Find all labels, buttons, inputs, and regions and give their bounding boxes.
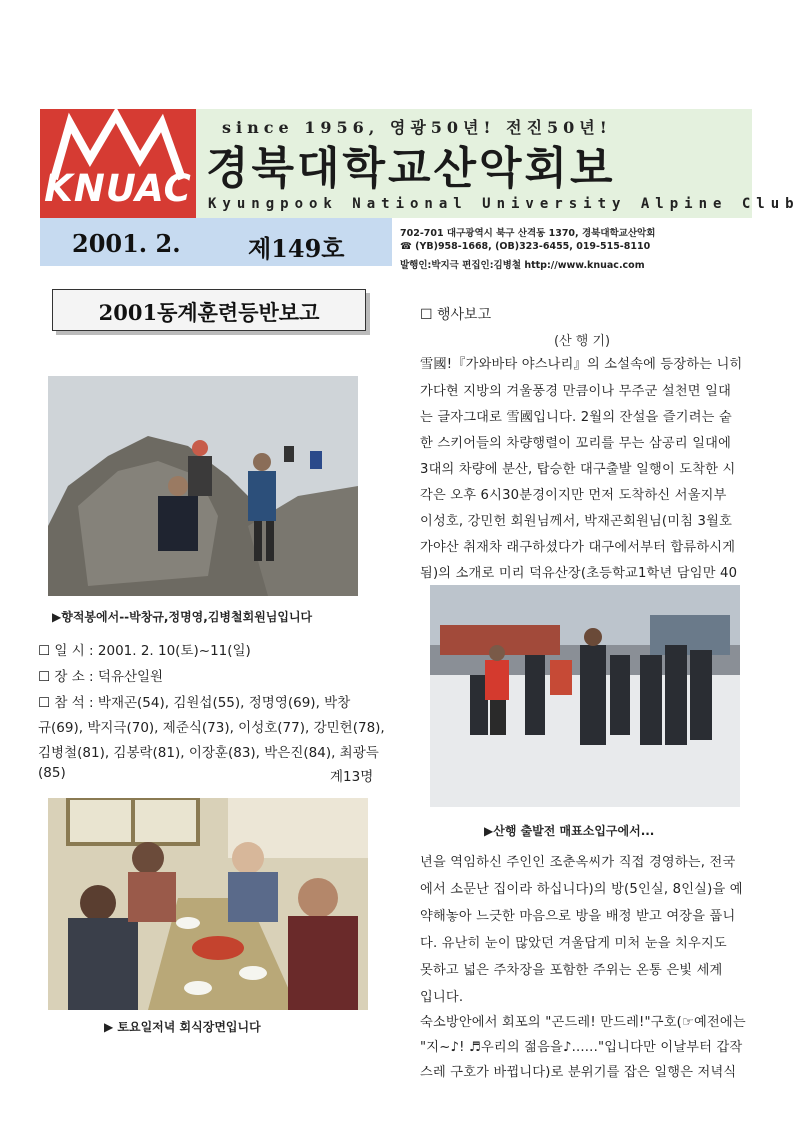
attendees-line-1: ☐ 참 석 : 박재곤(54), 김원섭(55), 정명영(69), 박창 xyxy=(38,695,351,711)
report-line: 는 글자그대로 雪國입니다. 2월의 잔설을 즐기려는 숱 xyxy=(420,410,732,425)
photo2-caption: ▶ 토요일저녁 회식장면입니다 xyxy=(104,1020,261,1034)
photo3-caption: ▶산행 출발전 매표소입구에서... xyxy=(484,824,655,838)
article-heading: 2001동계훈련등반보고 xyxy=(98,300,320,325)
publisher-line: 발행인:박지극 편집인:김병철 http://www.knuac.com xyxy=(400,260,645,271)
report-section-label: ☐ 행사보고 xyxy=(420,307,492,323)
report-line: 한 스키어들의 차량행렬이 꼬리를 무는 삼공리 일대에 xyxy=(420,436,732,451)
report-line: 다. 유난히 눈이 많았던 겨울답게 미처 눈을 치우지도 xyxy=(420,936,727,951)
event-place-line: ☐ 장 소 : 덕유산일원 xyxy=(38,669,164,685)
issue-date: 2001. 2. xyxy=(72,229,181,258)
attendees-line-4: (85) xyxy=(38,765,66,781)
report-line: 년을 역임하신 주인인 조춘옥씨가 직접 경영하는, 전국 xyxy=(420,855,736,870)
club-logo xyxy=(40,109,196,218)
summit-photo xyxy=(48,376,358,596)
club-address: 702-701 대구광역시 북구 산격동 1370, 경북대학교산악회 xyxy=(400,228,656,239)
logo-text: KNUAC xyxy=(44,167,192,210)
trailhead-photo xyxy=(430,585,740,807)
report-subhead: (산 행 기) xyxy=(554,334,611,349)
event-date-line: ☐ 일 시 : 2001. 2. 10(토)~11(일) xyxy=(38,643,251,659)
dinner-photo xyxy=(48,798,368,1010)
report-line: 숙소방안에서 회포의 "곤드레! 만드레!"구호(☞예전에는 xyxy=(420,1015,746,1030)
report-line: 雪國!『가와바타 야스나리』의 소설속에 등장하는 니히 xyxy=(420,357,743,372)
report-line: 각은 오후 6시30분경이지만 먼저 도착하신 서울지부 xyxy=(420,488,727,503)
attendees-line-2: 규(69), 박지극(70), 제준식(73), 이성호(77), 강민헌(78), xyxy=(38,720,385,736)
report-line: 못하고 넓은 주차장을 포함한 주위는 온통 은빛 세계 xyxy=(420,963,723,978)
tagline: since 1956, 영광50년! 전진50년! xyxy=(222,118,612,137)
report-line: 입니다. xyxy=(420,990,464,1005)
club-english-name: Kyungpook National University Alpine Club xyxy=(208,196,800,212)
article-heading-box xyxy=(52,289,366,331)
report-line: 에서 소문난 집이라 하십니다)의 방(5인실, 8인실)을 예 xyxy=(420,882,743,897)
report-line: 됨)의 소개로 미리 덕유산장(초등학교1학년 담임만 40 xyxy=(420,566,738,581)
report-line: 스레 구호가 바뀝니다)로 분위기를 잡은 일행은 저녁식 xyxy=(420,1065,737,1080)
photo1-caption: ▶향적봉에서--박창규,정명영,김병철회원님입니다 xyxy=(52,610,313,624)
attendees-line-3: 김병철(81), 김봉락(81), 이장훈(83), 박은진(84), 최광득 xyxy=(38,745,379,761)
newsletter-title: 경북대학교산악회보 xyxy=(206,143,616,194)
report-line: 가다현 지방의 겨울풍경 만큼이나 무주군 설천면 일대 xyxy=(420,384,732,399)
issue-number: 제149호 xyxy=(248,234,345,263)
report-line: 약해놓아 느긋한 마음으로 방을 배정 받고 여장을 풉니 xyxy=(420,909,736,924)
report-line: 가야산 취재차 래구하셨다가 대구에서부터 합류하시게 xyxy=(420,540,736,555)
club-phone: ☎ (YB)958-1668, (OB)323-6455, 019-515-8110 xyxy=(400,241,651,252)
report-line: 3대의 차량에 분산, 탑승한 대구출발 일행이 도착한 시 xyxy=(420,462,736,477)
report-line: 이성호, 강민헌 회원님께서, 박재곤회원님(미침 3월호 xyxy=(420,514,733,529)
attendees-total: 계13명 xyxy=(330,769,374,785)
report-line: "지~♪! ♬우리의 젊음을♪......"입니다만 이날부터 갑작 xyxy=(420,1040,743,1055)
